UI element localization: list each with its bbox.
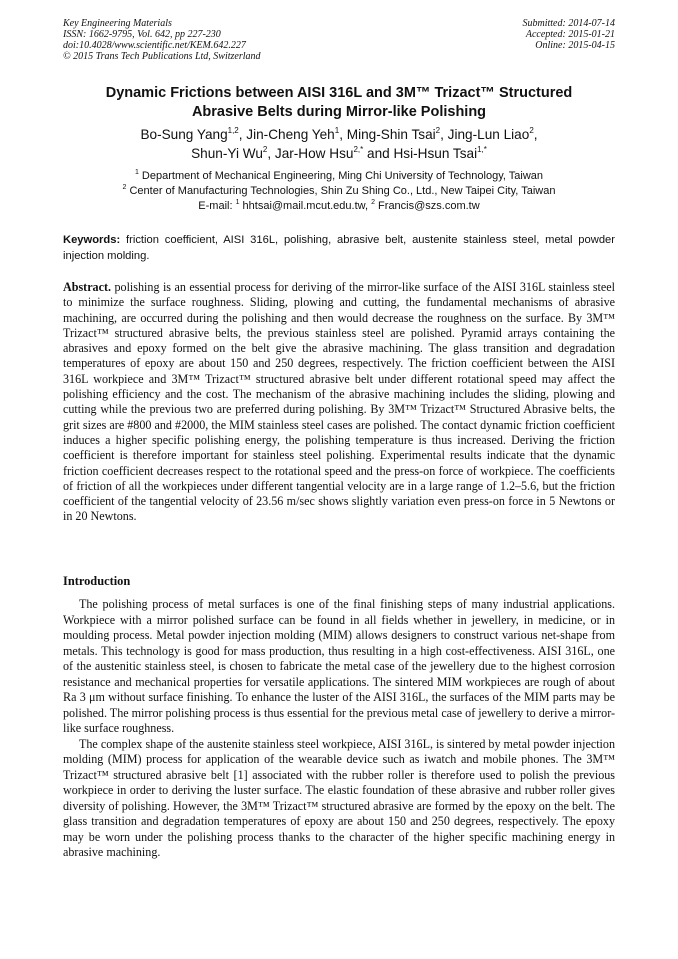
author-list	[63, 125, 615, 163]
author-affil-sup: 1,2	[227, 126, 239, 135]
issn-line: ISSN: 1662-9795, Vol. 642, pp 227-230	[63, 29, 221, 40]
affiliation-text: Center of Manufacturing Technologies, Shin Zu Shing Co., Ltd., New Taipei City, Taiwan	[126, 185, 556, 197]
email-sup: 2	[371, 199, 375, 206]
introduction-paragraph-2: The complex shape of the austenite stainless steel workpiece, AISI 316L, is sintered by metal powder injection molding (MIM) process for application of the wearable device such as iwatch and mobile phones. The 3M™ Trizact™ structured abrasive belt [1] associated with the rubber roller is therefore used to polish the previous workpiece in order to deriving the luster surface. The elastic foundation of these abrasive and rubber roller gives diversity of polishing. However, the 3M™ Trizact™ structured abrasive are formed by the epoxy on the belt. The glass transition and degradation temperatures of epoxy are about 150 and 250 degrees, respectively. The epoxy may be worn under the polishing process thanks to the character of the higher specific machining energy in abrasive machining.	[63, 736, 616, 859]
affiliation-1	[63, 169, 615, 184]
email-address-2[interactable]: Francis@szs.com.tw	[375, 200, 480, 212]
author-line-2	[63, 144, 615, 163]
author-name: , Ming-Shin Tsai	[339, 127, 436, 142]
affiliations	[63, 169, 615, 214]
abstract-text: polishing is an essential process for deriving of the mirror-like surface of the AISI 316L stainless steel to minimize the surface roughness. Sliding, plowing and cutting, the fundamental mechanisms of abrasive machining, are occurred during the polishing and then would decrease the roughness on the surface. By 3M™ Trizact™ structured abrasive belts, the previous stainless steel are polished. Pyramid arrays containing the abrasives and epoxy formed on the belt give the abrasive machining. The glass transition and degradation temperatures of epoxy are about 150 and 250 degrees, respectively. The friction coefficient between the AISI 316L workpiece and 3M™ Trizact™ structured abrasive belt under different rotational speed may affect the polishing efficiency and the cost. The mechanism of the abrasive machining includes the sliding, plowing and cutting while the previous two are preferred during polishing. By 3M™ Trizact™ Structured Abrasive belts, the grit sizes are #800 and #2000, the MIM stainless steel cases are polished. The contact dynamic friction coefficient induces a higher specific polishing energy, the polishing temperature is thus increased. Deriving the friction coefficient is therefore important for stainless steel polishing. Experimental results indicate that the dynamic friction coefficient decreases respect to the rotational speed and the press-on force of workpiece. The coefficients of friction of all the workpieces under different tangential velocity are in a large range of 1.2–5.6, but the friction coefficient of the tangential velocity of 23.56 m/sec shows slightly variation even press-on force in 5 Newtons or in 20 Newtons.	[63, 280, 615, 524]
title-line-1: Dynamic Frictions between AISI 316L and 3M™ Trizact™ Structured	[105, 85, 573, 101]
journal-header-left	[63, 18, 261, 62]
affiliation-text: Department of Mechanical Engineering, Ming Chi University of Technology, Taiwan	[138, 170, 544, 182]
email-address-1[interactable]: hhtsai@mail.mcut.edu.tw,	[239, 200, 372, 212]
author-affil-sup: 1,*	[477, 145, 487, 154]
author-name: , Jin-Cheng Yeh	[238, 127, 335, 142]
keywords-block	[63, 233, 615, 264]
author-affil-sup: 2	[529, 126, 534, 135]
author-name: , Jing-Lun Liao	[440, 127, 530, 142]
submitted-date: Submitted: 2014-07-14	[522, 18, 615, 29]
abstract-block	[63, 280, 615, 525]
author-name: and Hsi-Hsun Tsai	[363, 146, 478, 161]
email-line	[63, 199, 615, 214]
affiliation-sup: 2	[122, 184, 127, 191]
paper-title	[63, 84, 615, 122]
online-date: Online: 2015-04-15	[535, 40, 615, 51]
doi-line: doi:10.4028/www.scientific.net/KEM.642.227	[63, 40, 246, 51]
keywords-text: friction coefficient, AISI 316L, polishing, abrasive belt, austenite stainless steel, metal powder injection molding.	[63, 234, 615, 262]
author-name: Shun-Yi Wu	[191, 146, 263, 161]
author-affil-sup: 2,*	[353, 145, 364, 154]
copyright-line: © 2015 Trans Tech Publications Ltd, Switzerland	[63, 51, 261, 62]
email-sup: 1	[235, 199, 240, 206]
author-name: Bo-Sung Yang	[140, 127, 228, 142]
email-label: E-mail:	[198, 200, 236, 212]
author-affil-sup: 2	[435, 126, 441, 135]
author-name: , Jar-How Hsu	[267, 146, 354, 161]
author-line-1	[63, 125, 615, 144]
introduction-heading: Introduction	[63, 574, 131, 588]
journal-header-right	[523, 18, 616, 51]
keywords-label: Keywords:	[63, 234, 121, 246]
affiliation-sup: 1	[134, 169, 139, 176]
accepted-date: Accepted: 2015-01-21	[525, 29, 615, 40]
author-affil-sup: 2	[262, 145, 268, 154]
affiliation-2	[63, 184, 615, 199]
journal-name: Key Engineering Materials	[63, 18, 172, 29]
author-affil-sup: 1	[334, 126, 340, 135]
introduction-paragraph-1: The polishing process of metal surfaces is one of the final finishing steps of many industrial applications. Workpiece with a mirror polished surface can be found in all fields whether in jewellery, in medicine, or in moulding process. Metal powder injection molding (MIM) allows designers to construct various net-shape from metals. This technology is good for mass production, thus resulting in a high cost-effectiveness. AISI 316L, one of the austenitic stainless steel, is chosen to fabricate the metal case of the jewellery due to the highest corrosion resistance and mechanical properties for versatile applications. The sintered MIM workpieces are rough of about Ra 3 μm without surface finishing. To enhance the luster of the AISI 316L, the surfaces of the MIM parts may be polished. The mirror polishing process is thus essential for the previous metal case of jewellery to derive a mirror-like surface roughness.	[63, 597, 616, 735]
author-line-end: ,	[533, 127, 538, 142]
introduction-body	[63, 597, 615, 861]
title-line-2: Abrasive Belts during Mirror-like Polishing	[191, 104, 487, 120]
abstract-label: Abstract.	[63, 280, 112, 294]
